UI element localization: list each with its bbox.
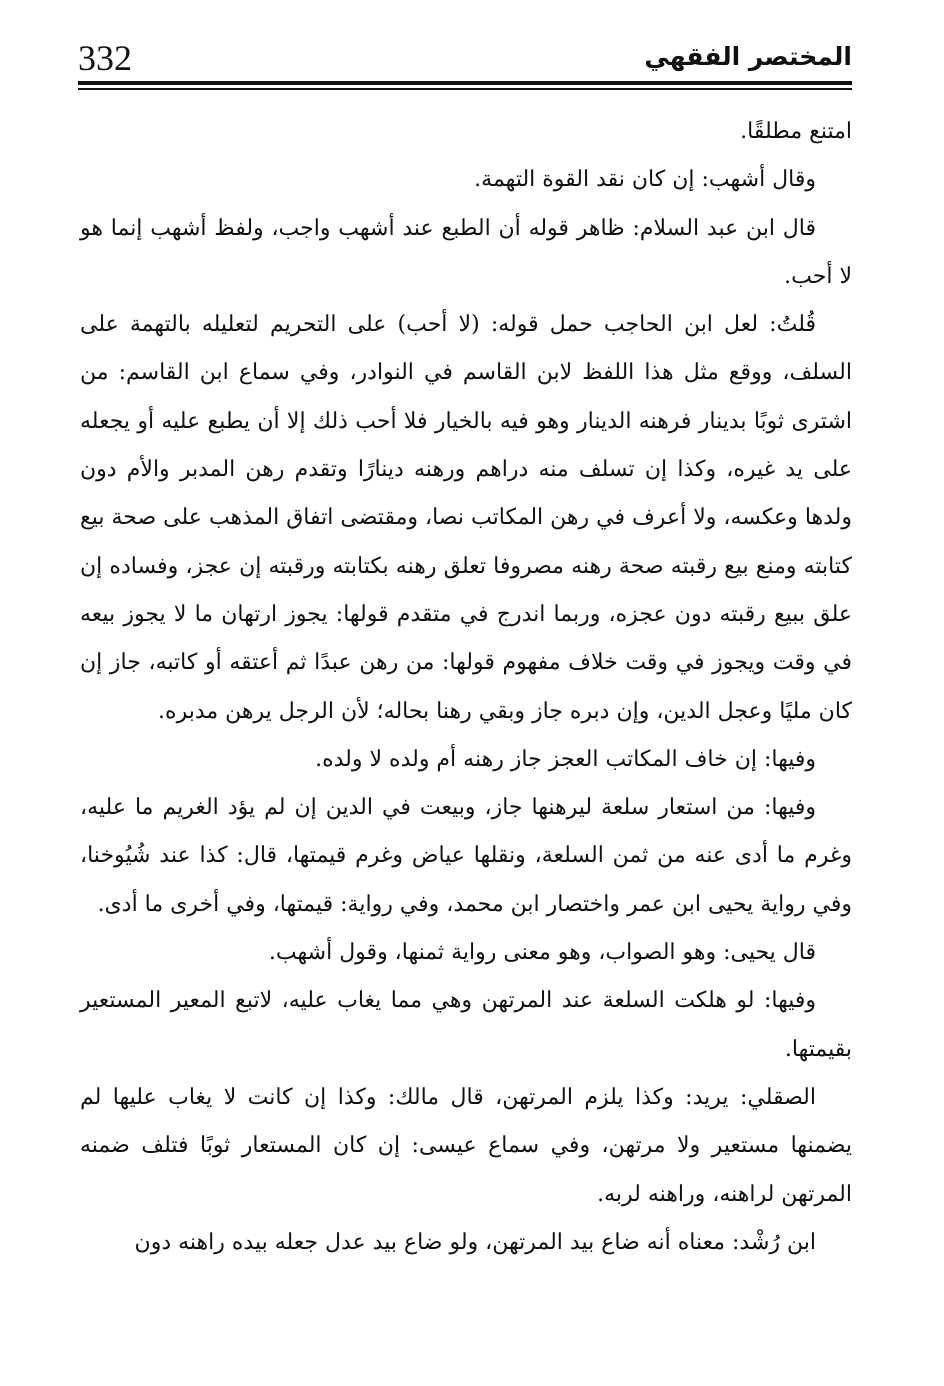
header-rule-thick (78, 81, 852, 85)
running-title: المختصر الفقهي (644, 42, 852, 71)
header-rule-thin (78, 88, 852, 90)
paragraph: وفيها: من استعار سلعة ليرهنها جاز، وبيعت في الدين إن لم يؤد الغريم ما عليه، وغرم ما أدى عنه من ثمن السلعة، ونقلها عياض وغرم قيمتها، قال: كذا عند شُيُوخنا، وفي رواية يحيى ابن عمر واختصار ابن محمد، وفي رواية: قيمتها، وفي أخرى ما أدى. (80, 795, 852, 917)
page-header (78, 34, 852, 90)
paragraph: قُلتُ: لعل ابن الحاجب حمل قوله: (لا أحب) على التحريم لتعليله بالتهمة على السلف، ووقع مثل هذا اللفظ لابن القاسم في النوادر، وفي سماع ابن القاسم: من اشترى ثوبًا بدينار فرهنه الدينار وهو فيه بالخيار فلا أحب ذلك إلا أن يطبع عليه أو يجعله على يد غيره، وكذا إن تسلف منه دراهم ورهنه دينارًا وتقدم رهن المدبر والأم دون ولدها وعكسه، ولا أعرف في رهن المكاتب نصا، ومقتضى اتفاق المذهب على صحة بيع كتابته ومنع بيع رقبته صحة رهنه مصروفا تعلق رهنه بكتابته ورقبته إن عجز، وفساده إن علق ببيع رقبته دون عجزه، وربما اندرج في متقدم قولها: يجوز ارتهان ما لا يجوز بيعه في وقت ويجوز في وقت خلاف مفهوم قولها: من رهن عبدًا ثم أعتقه أو كاتبه، جاز إن كان مليًا وعجل الدين، وإن دبره جاز وبقي رهنا بحاله؛ لأن الرجل يرهن مدبره. (80, 312, 853, 724)
page-number: 332 (78, 38, 132, 78)
paragraph: ابن رُشْد: معناه أنه ضاع بيد المرتهن، ولو ضاع بيد عدل جعله بيده راهنه دون (134, 1229, 816, 1255)
page-body (80, 108, 852, 1267)
paragraph: قال يحيى: وهو الصواب، وهو معنى رواية ثمنها، وقول أشهب. (268, 940, 816, 966)
paragraph: امتنع مطلقًا. (740, 119, 852, 144)
paragraph: الصقلي: يريد: وكذا يلزم المرتهن، قال مالك: وكذا إن كانت لا يغاب عليها لم يضمنها مستعير ولا مرتهن، وفي سماع عيسى: إن كان المستعار ثوبًا فتلف ضمنه المرتهن لراهنه، وراهنه لربه. (80, 1084, 852, 1207)
paragraph: قال ابن عبد السلام: ظاهر قوله أن الطبع عند أشهب واجب، ولفظ أشهب إنما هو لا أحب. (80, 215, 852, 289)
paragraph: وفيها: إن خاف المكاتب العجز جاز رهنه أم ولده لا ولده. (315, 746, 816, 772)
paragraph: وفيها: لو هلكت السلعة عند المرتهن وهي مما يغاب عليه، لاتبع المعير المستعير بقيمتها. (80, 988, 852, 1062)
paragraph: وقال أشهب: إن كان نقد القوة التهمة. (474, 167, 816, 193)
